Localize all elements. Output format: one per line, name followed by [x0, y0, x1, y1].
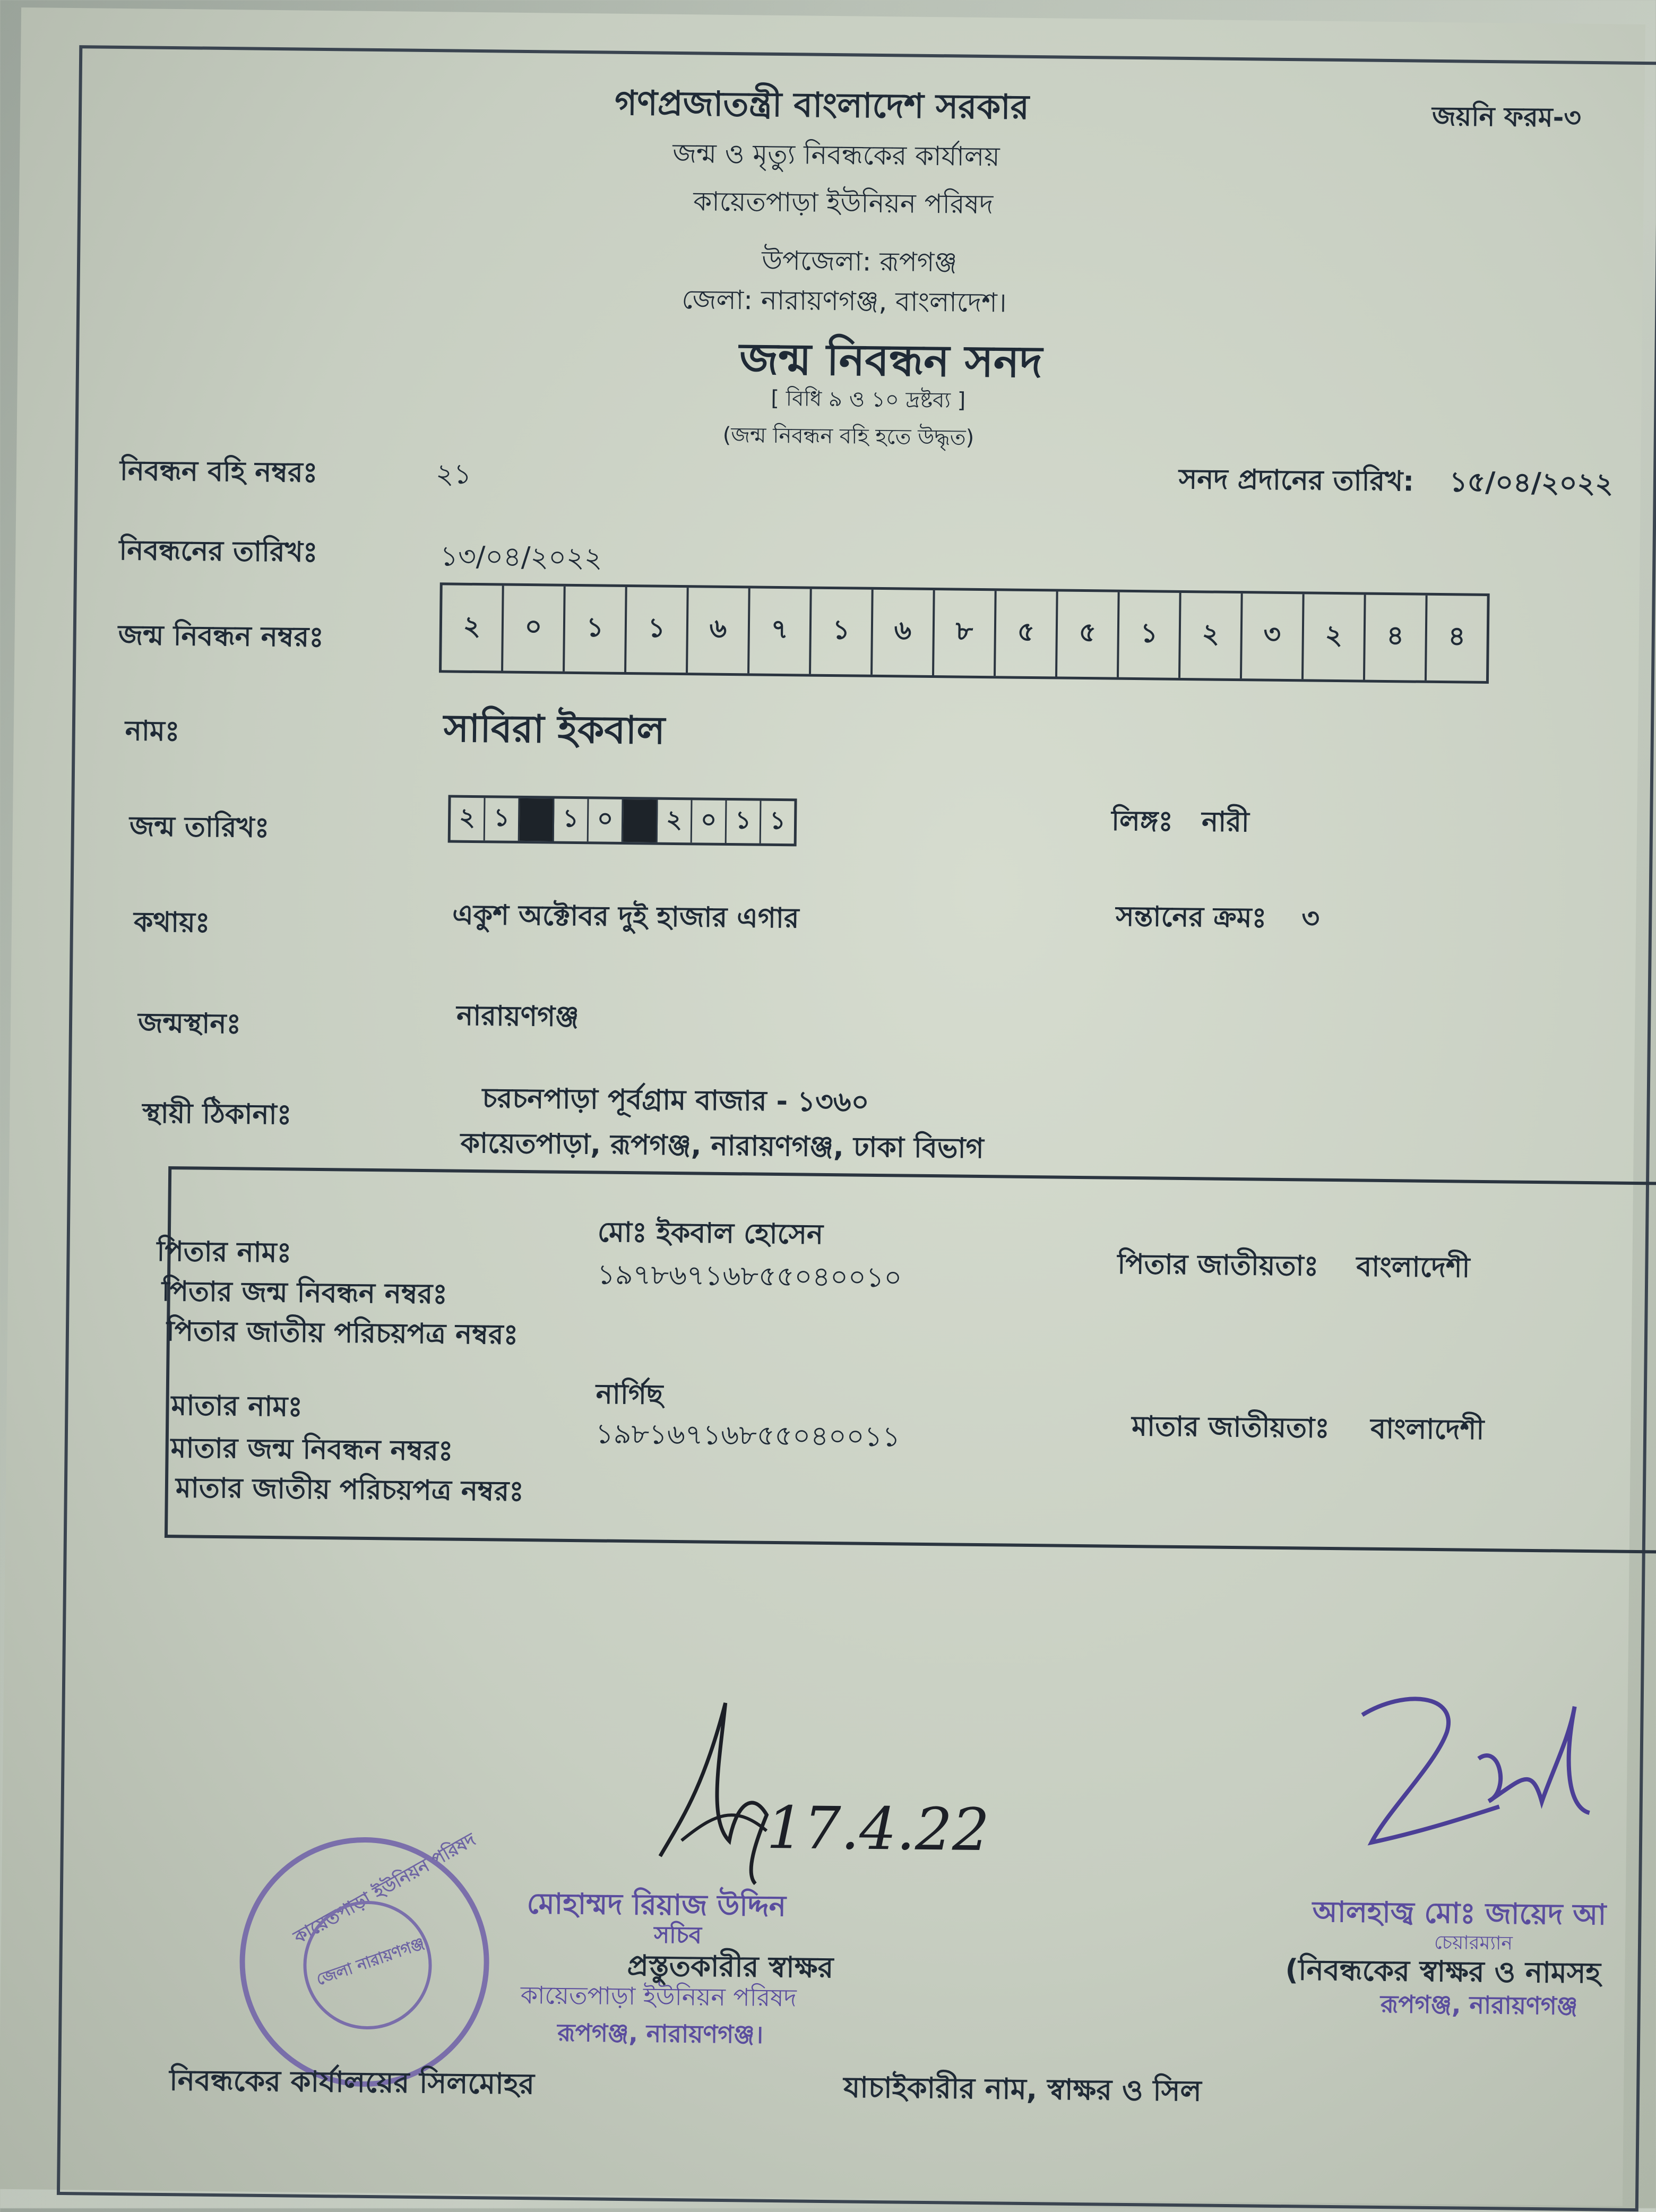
reg-digit: ৪: [1448, 620, 1466, 652]
dob-digit: ২: [451, 798, 486, 841]
reg-digit: ৬: [688, 588, 751, 673]
source-note: (জন্ম নিবন্ধন বহি হতে উদ্ধৃত): [722, 423, 974, 450]
dob-digit: ০: [589, 799, 624, 842]
registrar-sign-label: (নিবন্ধকের স্বাক্ষর ও নামসহ: [1285, 1953, 1601, 1990]
reg-digit: ২: [442, 585, 504, 670]
mother-nationality-value: বাংলাদেশী: [1370, 1413, 1485, 1446]
reg-digit: ৫: [1057, 591, 1120, 677]
name-value: সাবিরা ইকবাল: [443, 705, 666, 753]
reg-digit: ৪: [1365, 595, 1428, 681]
certificate-title: জন্ম নিবন্ধন সনদ: [739, 334, 1043, 388]
reg-digit: ১: [565, 587, 627, 672]
rule-reference: [ বিধি ৯ ও ১০ দ্রষ্টব্য ]: [771, 386, 966, 413]
form-number: জয়নি ফরম-৩: [1431, 100, 1582, 133]
dob-separator: [520, 798, 555, 841]
child-order-value: ৩: [1301, 902, 1320, 935]
reg-digit: ১: [811, 589, 874, 675]
reg-no-label: জন্ম নিবন্ধন নম্বরঃ: [118, 619, 324, 654]
verifier-label: যাচাইকারীর নাম, স্বাক্ষর ও সিল: [843, 2070, 1202, 2108]
dob-digit: ১: [769, 805, 786, 835]
upazila-name: উপজেলা: রূপগঞ্জ: [761, 245, 958, 278]
certificate-paper: [0, 7, 1645, 2206]
seal-ring-text: কায়েতপাড়া ইউনিয়ন পরিষদ: [290, 1829, 479, 1948]
registrar-name: আলহাজ্ব মোঃ জায়েদ আ: [1312, 1895, 1607, 1932]
gender-label: লিঙ্গঃ: [1111, 805, 1174, 838]
issue-date-value: ১৫/০৪/২০২২: [1449, 466, 1614, 500]
reg-date-value: ১৩/০৪/২০২২: [439, 540, 602, 574]
reg-digit: ৫: [996, 591, 1058, 676]
preparer-name: মোহাম্মদ রিয়াজ উদ্দিন: [527, 1887, 787, 1923]
father-nationality-label: পিতার জাতীয়তাঃ: [1117, 1248, 1319, 1283]
preparer-role: সচিব: [653, 1921, 702, 1949]
mother-name-value: নার্গিছ: [596, 1378, 663, 1411]
reg-digit: ২: [1304, 594, 1366, 679]
book-no-value: ২১: [435, 458, 472, 490]
office-name: জন্ম ও মৃত্যু নিবন্ধকের কার্যালয়: [672, 137, 1000, 173]
dob-digit: ২: [658, 800, 693, 843]
mother-reg-label: মাতার জন্ম নিবন্ধন নম্বরঃ: [170, 1432, 453, 1467]
dob-digit: ০: [692, 800, 727, 843]
dob-digit: ১: [727, 801, 762, 844]
address-label: স্থায়ী ঠিকানাঃ: [142, 1097, 292, 1131]
father-name-label: পিতার নামঃ: [157, 1235, 292, 1269]
preparer-sign-label: প্রস্তুতকারীর স্বাক্ষর: [627, 1949, 834, 1985]
registrar-place: রূপগঞ্জ, নারায়ণগঞ্জ: [1380, 1990, 1578, 2020]
reg-digit: ৬: [873, 590, 935, 675]
reg-no-boxes: [439, 582, 1490, 684]
father-name-value: মোঃ ইকবাল হোসেন: [597, 1216, 824, 1251]
union-name: কায়েতপাড়া ইউনিয়ন পরিষদ: [693, 186, 994, 220]
address-line1: চরচনপাড়া পূর্বগ্রাম বাজার - ১৩৬০: [482, 1082, 869, 1118]
reg-digit: ২: [1180, 593, 1243, 678]
father-nid-label: পিতার জাতীয় পরিচয়পত্র নম্বরঃ: [166, 1315, 519, 1351]
mother-nid-label: মাতার জাতীয় পরিচয়পত্র নম্বরঃ: [175, 1472, 524, 1508]
seal-center-text: জেলা নারায়ণগঞ্জ: [314, 1934, 427, 1990]
in-words-label: কথায়ঃ: [133, 906, 210, 939]
reg-date-label: নিবন্ধনের তারিখঃ: [119, 534, 318, 569]
dob-boxes: [448, 795, 797, 846]
seal-label: নিবন্ধকের কার্যালয়ের সিলমোহর: [169, 2063, 535, 2101]
gender-value: নারী: [1201, 806, 1250, 839]
issue-date-label: সনদ প্রদানের তারিখ:: [1178, 463, 1414, 498]
registrar-role: চেয়ারম্যান: [1434, 1932, 1513, 1955]
reg-digit: ৮: [934, 590, 997, 676]
birthplace-label: জন্মস্থানঃ: [137, 1007, 242, 1040]
reg-digit: ৩: [1242, 593, 1305, 679]
reg-digit: ০: [503, 586, 566, 672]
dob-digit: ১: [485, 798, 520, 841]
father-nationality-value: বাংলাদেশী: [1356, 1251, 1470, 1284]
mother-reg-value: ১৯৮১৬৭১৬৮৫৫০৪০০১১: [595, 1418, 901, 1453]
book-no-label: নিবন্ধন বহি নম্বরঃ: [119, 454, 318, 489]
dob-separator: [623, 799, 658, 842]
address-line2: কায়েতপাড়া, রূপগঞ্জ, নারায়ণগঞ্জ, ঢাকা বিভাগ: [460, 1127, 984, 1165]
preparer-office: কায়েতপাড়া ইউনিয়ন পরিষদ: [520, 1981, 797, 2012]
dob-label: জন্ম তারিখঃ: [129, 811, 270, 844]
reg-digit: ১: [626, 587, 689, 673]
reg-digit: ৭: [749, 588, 812, 674]
birthplace-value: নারায়ণগঞ্জ: [456, 1000, 579, 1034]
mother-nationality-label: মাতার জাতীয়তাঃ: [1131, 1410, 1330, 1444]
dob-digit: ১: [554, 799, 589, 842]
mother-name-label: মাতার নামঃ: [171, 1390, 303, 1423]
father-reg-value: ১৯৭৮৬৭১৬৮৫৫০৪০০১০: [597, 1259, 902, 1294]
handwritten-date: 17.4.22: [766, 1793, 990, 1864]
reg-digit: ১: [1119, 592, 1181, 678]
government-title: গণপ্রজাতন্ত্রী বাংলাদেশ সরকার: [614, 83, 1030, 127]
father-reg-label: পিতার জন্ম নিবন্ধন নম্বরঃ: [161, 1275, 448, 1311]
preparer-place: রূপগঞ্জ, নারায়ণগঞ্জ।: [557, 2018, 764, 2049]
child-order-label: সন্তানের ক্রমঃ: [1115, 900, 1267, 934]
district-name: জেলা: নারায়ণগঞ্জ, বাংলাদেশ।: [682, 284, 1007, 319]
in-words-value: একুশ অক্টোবর দুই হাজার এগার: [452, 899, 799, 935]
name-label: নামঃ: [125, 715, 180, 748]
registrar-signature: [1339, 1683, 1638, 1888]
